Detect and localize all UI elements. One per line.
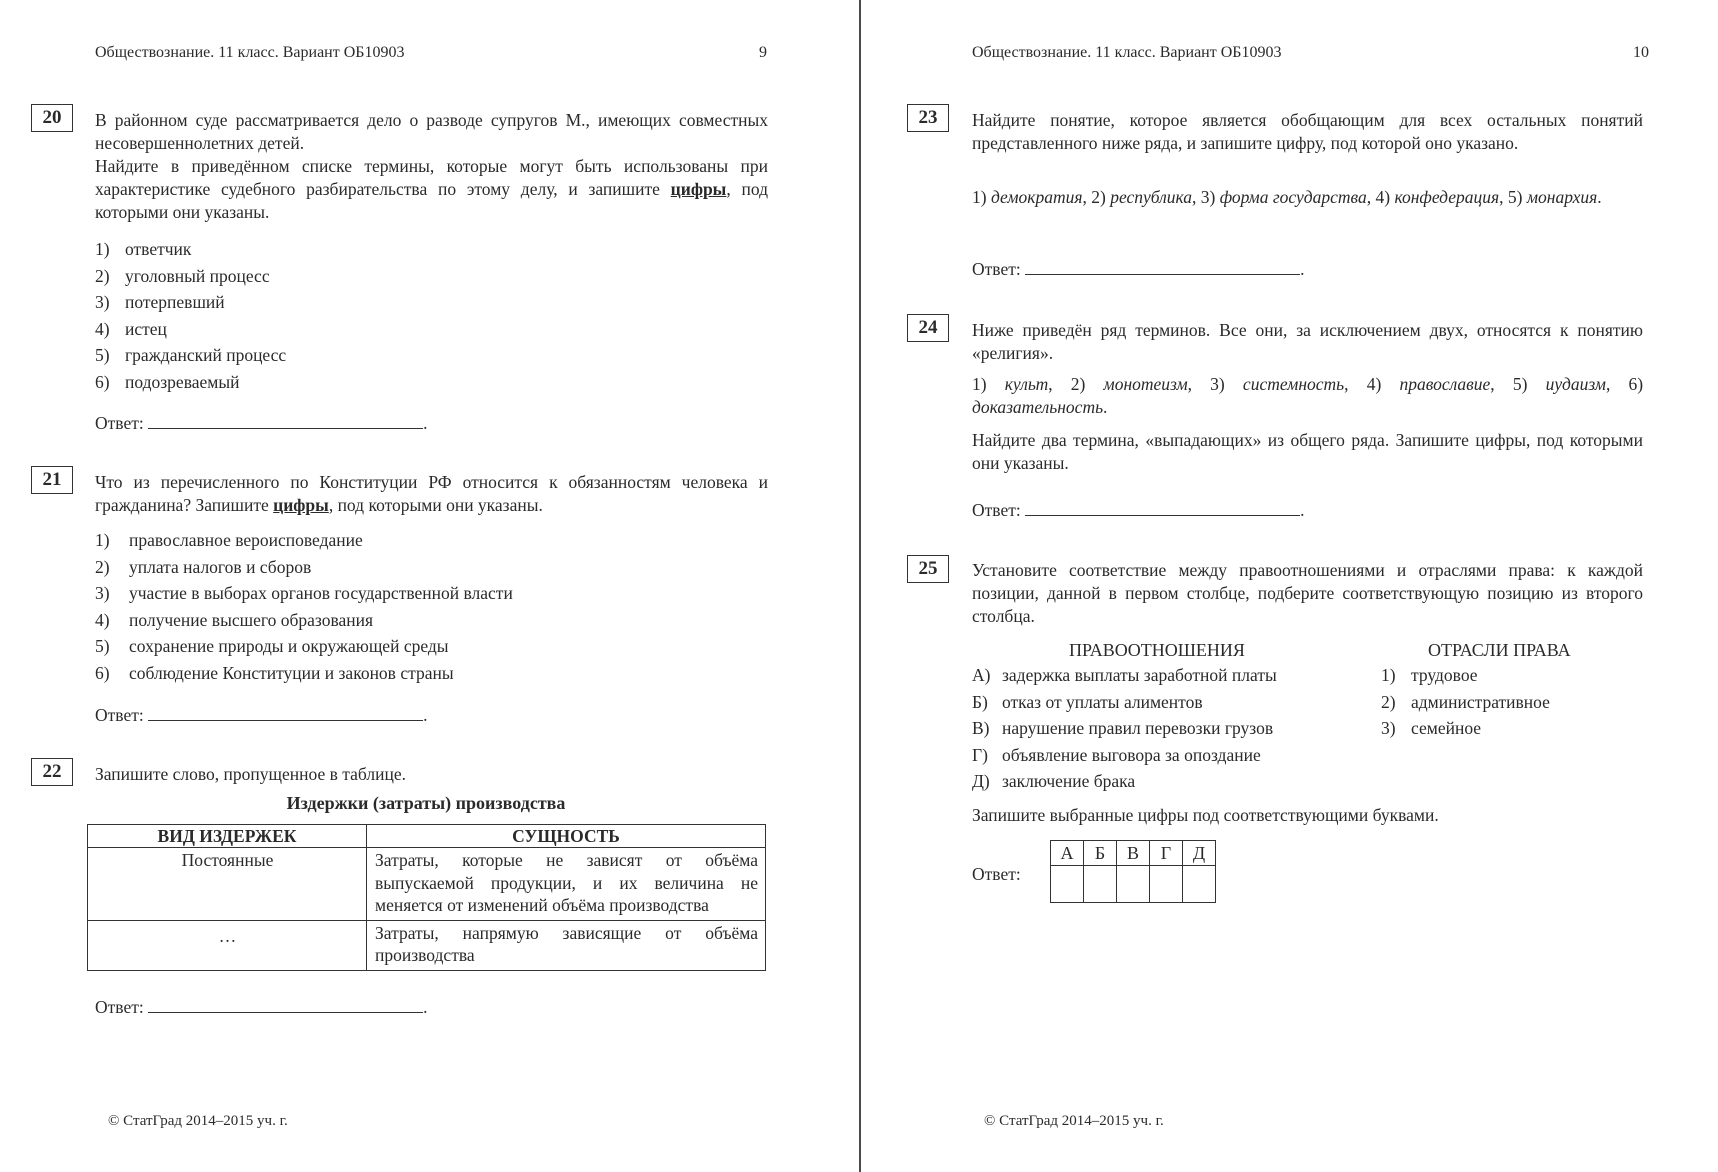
question-20-intro: В районном суде рассматривается дело о разводе супругов М., имеющих совместных несовершеннолетних детей. — [95, 110, 768, 153]
answer-field-23[interactable]: Ответ: . — [972, 259, 1305, 279]
branches-list — [1381, 662, 1550, 742]
question-25-text: Установите соответствие между правоотношениями и отраслями права: к каждой позиции, данной в первом столбце, подберите соответствующую позицию из второго столбца. — [972, 560, 1643, 626]
option: 2) уплата налогов и сборов — [95, 556, 312, 577]
question-22-text: Запишите слово, пропущенное в таблице. — [95, 764, 406, 784]
question-20-task: Найдите в приведённом списке термины, которые могут быть использованы при характеристике судебного разбирательства по этому делу, и запишите цифры, под которыми они указаны. — [95, 156, 768, 222]
option: 1) православное вероисповедание — [95, 530, 363, 550]
question-24-text: Ниже приведён ряд терминов. Все они, за исключением двух, относятся к понятию «религия». — [972, 320, 1643, 363]
page-header-title: Обществознание. 11 класс. Вариант ОБ10903 — [95, 44, 405, 61]
list-item: Г) объявление выговора за опоздание — [972, 744, 1261, 765]
table-header-row — [88, 825, 766, 848]
list-item: 2) административное — [1381, 691, 1550, 712]
option: 3) потерпевший — [95, 292, 225, 312]
page-footer: © СтатГрад 2014–2015 уч. г. — [984, 1113, 1164, 1129]
list-item: Б) отказ от уплаты алиментов — [972, 691, 1203, 712]
option: 2) уголовный процесс — [95, 265, 270, 286]
grid-letter: А — [1051, 841, 1084, 866]
question-20-options — [95, 236, 286, 395]
answer-field-21[interactable]: Ответ: . — [95, 705, 428, 725]
question-23-text: Найдите понятие, которое является обобщающим для всех остальных понятий представленного ниже ряда, и запишите цифру, под которой оно указано. — [972, 110, 1643, 153]
question-23-terms: 1) демократия, 2) республика, 3) форма государства, 4) конфедерация, 5) монархия. — [972, 187, 1602, 207]
cell-kind: Постоянные — [88, 848, 367, 921]
question-21-options — [95, 527, 513, 686]
cell-essence: Затраты, которые не зависят от объёма выпускаемой продукции, и их величина не меняется от изменений объёма производства — [367, 848, 766, 921]
cell-kind-missing: … — [88, 920, 367, 970]
list-item: В) нарушение правил перевозки грузов — [972, 718, 1274, 738]
question-number-24: 24 — [907, 314, 949, 342]
grid-answer-cell[interactable] — [1117, 866, 1150, 903]
answer-grid-25 — [1050, 840, 1216, 903]
answer-field-20[interactable]: Ответ: . — [95, 413, 428, 433]
list-item: 1) трудовое — [1381, 665, 1478, 685]
page-number: 9 — [759, 44, 767, 61]
column-header-branches: ОТРАСЛИ ПРАВА — [1428, 640, 1571, 660]
option: 1) ответчик — [95, 239, 192, 259]
option: 4) получение высшего образования — [95, 609, 374, 630]
emphasis-digits: цифры — [273, 495, 329, 515]
question-24-terms: 1) культ, 2) монотеизм, 3) системность, 4) православие, 5) иудаизм, 6) доказательность. — [972, 374, 1644, 417]
option: 5) сохранение природы и окружающей среды — [95, 636, 449, 656]
question-24-task: Найдите два термина, «выпадающих» из общего ряда. Запишите цифры, под которыми они указаны. — [972, 430, 1643, 473]
grid-answer-cell[interactable] — [1051, 866, 1084, 903]
option: 5) гражданский процесс — [95, 345, 287, 365]
page-header-title: Обществознание. 11 класс. Вариант ОБ10903 — [972, 44, 1282, 61]
question-25-instruction: Запишите выбранные цифры под соответствующими буквами. — [972, 805, 1439, 825]
table-header-essence: СУЩНОСТЬ — [367, 825, 766, 848]
answer-field-22[interactable]: Ответ: . — [95, 997, 428, 1017]
option: 3) участие в выборах органов государственной власти — [95, 583, 513, 603]
list-item: Д) заключение брака — [972, 771, 1136, 791]
answer-field-24[interactable]: Ответ: . — [972, 500, 1305, 520]
list-item: А) задержка выплаты заработной платы — [972, 665, 1277, 685]
question-number-25: 25 — [907, 555, 949, 583]
list-item: 3) семейное — [1381, 718, 1482, 738]
grid-answer-cell[interactable] — [1183, 866, 1216, 903]
emphasis-digits: цифры — [670, 179, 727, 199]
table-title: Издержки (затраты) производства — [286, 793, 566, 813]
question-20-text — [95, 109, 768, 224]
table-row — [88, 920, 766, 970]
grid-answer-cell[interactable] — [1150, 866, 1183, 903]
grid-letter: В — [1117, 841, 1150, 866]
page-number: 10 — [1633, 44, 1649, 61]
answer-label-25: Ответ: — [972, 864, 1021, 884]
table-header-kind: ВИД ИЗДЕРЖЕК — [88, 825, 367, 848]
right-page — [862, 0, 1718, 1172]
question-21-text: Что из перечисленного по Конституции РФ относится к обязанностям человека и гражданина? Запишите цифры, под которыми они указаны. — [95, 472, 768, 515]
page-divider — [859, 0, 861, 1172]
option: 4) истец — [95, 318, 167, 339]
column-header-relations: ПРАВООТНОШЕНИЯ — [1069, 640, 1245, 660]
page-footer: © СтатГрад 2014–2015 уч. г. — [108, 1113, 288, 1129]
grid-answer-cell[interactable] — [1084, 866, 1117, 903]
question-number-23: 23 — [907, 104, 949, 132]
grid-letter: Г — [1150, 841, 1183, 866]
option: 6) подозреваемый — [95, 371, 240, 392]
grid-letter: Б — [1084, 841, 1117, 866]
costs-table — [87, 824, 766, 971]
grid-letter: Д — [1183, 841, 1216, 866]
relations-list — [972, 662, 1277, 795]
question-number-21: 21 — [31, 466, 73, 494]
question-number-20: 20 — [31, 104, 73, 132]
question-number-22: 22 — [31, 758, 73, 786]
cell-essence: Затраты, напрямую зависящие от объёма производства — [367, 920, 766, 970]
table-row — [88, 848, 766, 921]
option: 6) соблюдение Конституции и законов страны — [95, 662, 454, 683]
